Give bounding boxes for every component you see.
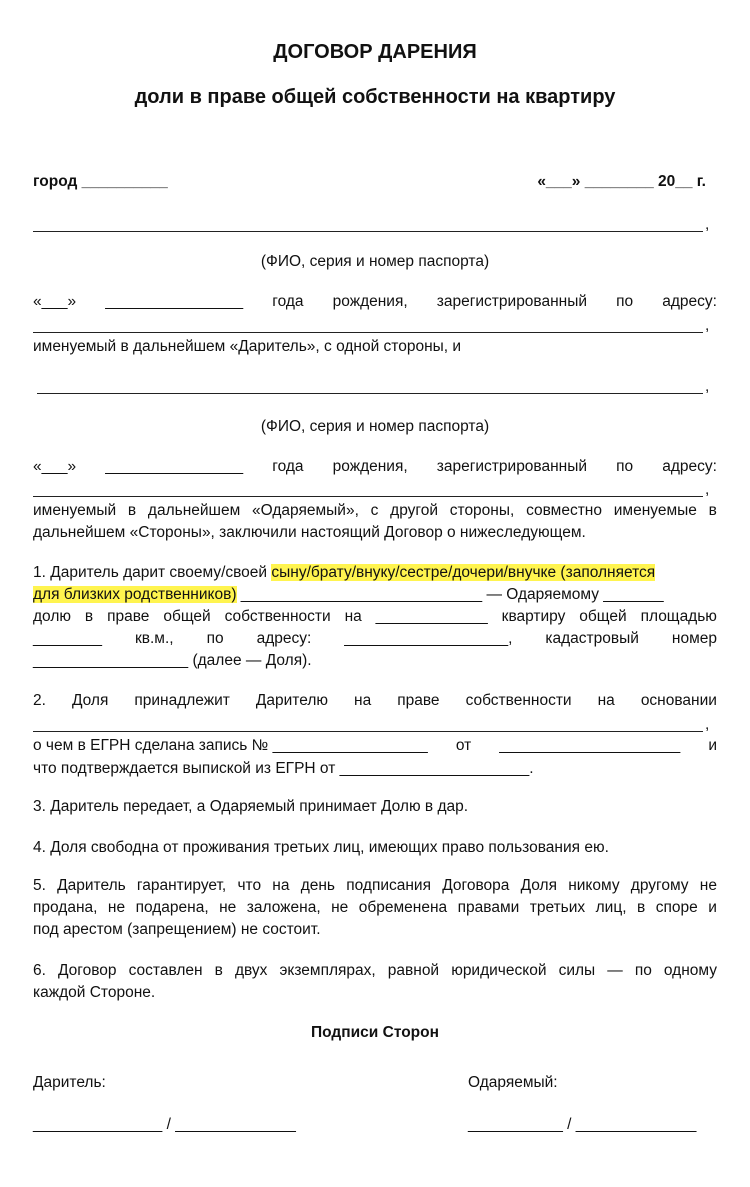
donee-named-line-2: дальнейшем «Стороны», заключили настоящий Договор о нижеследующем. xyxy=(33,524,586,541)
word: Даритель xyxy=(57,877,126,894)
word: зарегистрированный xyxy=(436,458,588,475)
clause5-line2 xyxy=(33,898,717,918)
clause5-line1 xyxy=(33,876,717,896)
word: подарена, xyxy=(135,899,209,916)
donee-fio-line xyxy=(37,393,703,394)
word: и xyxy=(708,737,717,754)
word: в xyxy=(637,899,646,916)
word: _____________________ xyxy=(499,737,681,754)
word: и xyxy=(708,899,717,916)
word: о чем в ЕГРН сделана запись № __________________ xyxy=(33,737,428,754)
word: по xyxy=(616,458,634,475)
word: Доля xyxy=(71,692,109,709)
word: с xyxy=(370,502,379,519)
date-field: «___» ________ 20__ г. xyxy=(537,173,706,190)
word: рождения, xyxy=(332,293,408,310)
word: одному xyxy=(663,962,717,979)
word: именуемые xyxy=(613,502,697,519)
word: года xyxy=(272,458,304,475)
city-field: город __________ xyxy=(33,173,168,190)
word: обременена xyxy=(358,899,448,916)
comma: , xyxy=(705,317,710,334)
clause3: 3. Даритель передает, а Одаряемый принимает Долю в дар. xyxy=(33,798,469,815)
word: квартиру xyxy=(501,608,566,625)
clause5-line3: под арестом (запрещением) не состоит. xyxy=(33,921,321,938)
word: не xyxy=(699,877,717,894)
birth-day: «___» xyxy=(33,293,77,310)
word: юридической xyxy=(451,962,547,979)
word: в xyxy=(214,962,223,979)
clause1-highlight: сыну/брату/внуку/сестре/дочери/внучке (заполняется xyxy=(271,564,656,581)
word: на xyxy=(272,877,290,894)
word: адресу: xyxy=(662,293,717,310)
comma: , xyxy=(705,716,710,733)
word: 6. xyxy=(33,962,46,979)
word: года xyxy=(272,293,304,310)
clause2-line4: что подтверждается выпиской из ЕГРН от ______________________. xyxy=(33,760,534,777)
word: Доля xyxy=(520,877,557,894)
word: третьих xyxy=(529,899,586,916)
word: на xyxy=(344,608,362,625)
word: Дарителю xyxy=(255,692,328,709)
birth-day: «___» xyxy=(33,458,77,475)
word: экземплярах, xyxy=(279,962,376,979)
donee-signature-label: Одаряемый: xyxy=(468,1074,558,1091)
word: другому xyxy=(630,877,689,894)
word: 2. xyxy=(33,692,46,709)
word: стороны, xyxy=(449,502,515,519)
comma: , xyxy=(705,216,710,233)
word: не xyxy=(331,899,349,916)
clause1-line4 xyxy=(33,629,717,649)
clause1-line5: __________________ (далее — Доля). xyxy=(33,652,312,669)
word: основании xyxy=(640,692,717,709)
clause1-highlight-2: для близких родственников) xyxy=(33,586,237,603)
clause1-text: 1. Даритель дарит своему/своей xyxy=(33,564,272,581)
word: никому xyxy=(568,877,620,894)
word: кадастровый xyxy=(545,630,639,647)
word: рождения, xyxy=(332,458,408,475)
donee-address-line xyxy=(33,496,703,497)
comma: , xyxy=(705,378,710,395)
word: 5. xyxy=(33,877,46,894)
clause2-basis-line xyxy=(33,731,703,732)
word: собственности xyxy=(224,608,331,625)
word: собственности xyxy=(465,692,572,709)
document-title: ДОГОВОР ДАРЕНИЯ xyxy=(273,41,477,63)
word: долю xyxy=(33,608,71,625)
clause2-line3 xyxy=(33,736,717,756)
word: подписания xyxy=(346,877,431,894)
word: совместно xyxy=(526,502,602,519)
word: не xyxy=(219,899,237,916)
word: правами xyxy=(457,899,520,916)
word: споре xyxy=(655,899,698,916)
word: дальнейшем xyxy=(147,502,241,519)
word: равной xyxy=(387,962,440,979)
signatures-heading: Подписи Сторон xyxy=(311,1024,439,1041)
word: принадлежит xyxy=(134,692,230,709)
word: Договора xyxy=(442,877,510,894)
donor-signature-label: Даритель: xyxy=(33,1074,106,1091)
word: ________ xyxy=(33,630,102,647)
word: на xyxy=(354,692,372,709)
clause1-text-2: ____________________________ — Одаряемому _______ xyxy=(236,586,664,603)
word: в xyxy=(127,502,137,519)
word: площадью xyxy=(640,608,717,625)
birth-month: ________________ xyxy=(105,458,244,475)
word: общей xyxy=(579,608,627,625)
clause2-line1 xyxy=(33,691,717,711)
birth-month: ________________ xyxy=(105,293,244,310)
donee-signature-line: ___________ / ______________ xyxy=(468,1116,697,1133)
word: по xyxy=(616,293,634,310)
clause1-line2 xyxy=(33,585,664,605)
word: адресу: xyxy=(662,458,717,475)
word: лиц, xyxy=(595,899,627,916)
word: _____________ xyxy=(375,608,488,625)
word: ___________________, xyxy=(344,630,513,647)
donor-address-line xyxy=(33,332,703,333)
word: на xyxy=(597,692,615,709)
word: день xyxy=(300,877,336,894)
word: силы xyxy=(558,962,596,979)
donor-fio-line xyxy=(33,231,703,232)
clause6-line2: каждой Стороне. xyxy=(33,984,156,1001)
clause1-line3 xyxy=(33,607,717,627)
word: продана, xyxy=(33,899,98,916)
word: двух xyxy=(234,962,268,979)
word: номер xyxy=(671,630,717,647)
word: кв.м., xyxy=(134,630,174,647)
word: именуемый xyxy=(33,502,117,519)
donee-named-line-1 xyxy=(33,501,717,521)
word: праве xyxy=(107,608,150,625)
comma: , xyxy=(705,481,710,498)
word: в xyxy=(84,608,94,625)
word: по xyxy=(206,630,224,647)
word: праве xyxy=(397,692,440,709)
word: гарантирует, xyxy=(136,877,227,894)
word: заложена, xyxy=(246,899,321,916)
word: в xyxy=(708,502,717,519)
fio-caption-2: (ФИО, серия и номер паспорта) xyxy=(260,418,490,435)
word: «Одаряемый», xyxy=(252,502,359,519)
word: по xyxy=(634,962,652,979)
fio-caption: (ФИО, серия и номер паспорта) xyxy=(260,253,490,270)
word: общей xyxy=(163,608,211,625)
donor-signature-line: _______________ / ______________ xyxy=(33,1116,296,1133)
document-subtitle: доли в праве общей собственности на квартиру xyxy=(134,86,616,108)
word: зарегистрированный xyxy=(436,293,588,310)
word: составлен xyxy=(128,962,203,979)
word: другой xyxy=(390,502,438,519)
word: от xyxy=(455,737,472,754)
word: не xyxy=(107,899,126,916)
clause6-line1 xyxy=(33,961,717,981)
word: — xyxy=(607,962,623,979)
clause1-line1 xyxy=(33,563,717,583)
word: что xyxy=(237,877,262,894)
donor-named-text: именуемый в дальнейшем «Даритель», с одной стороны, и xyxy=(33,338,462,355)
donor-birth-line xyxy=(33,292,717,312)
word: адресу: xyxy=(256,630,312,647)
donee-birth-line xyxy=(33,457,717,477)
word: Договор xyxy=(58,962,117,979)
clause4: 4. Доля свободна от проживания третьих лиц, имеющих право пользования ею. xyxy=(33,839,609,856)
